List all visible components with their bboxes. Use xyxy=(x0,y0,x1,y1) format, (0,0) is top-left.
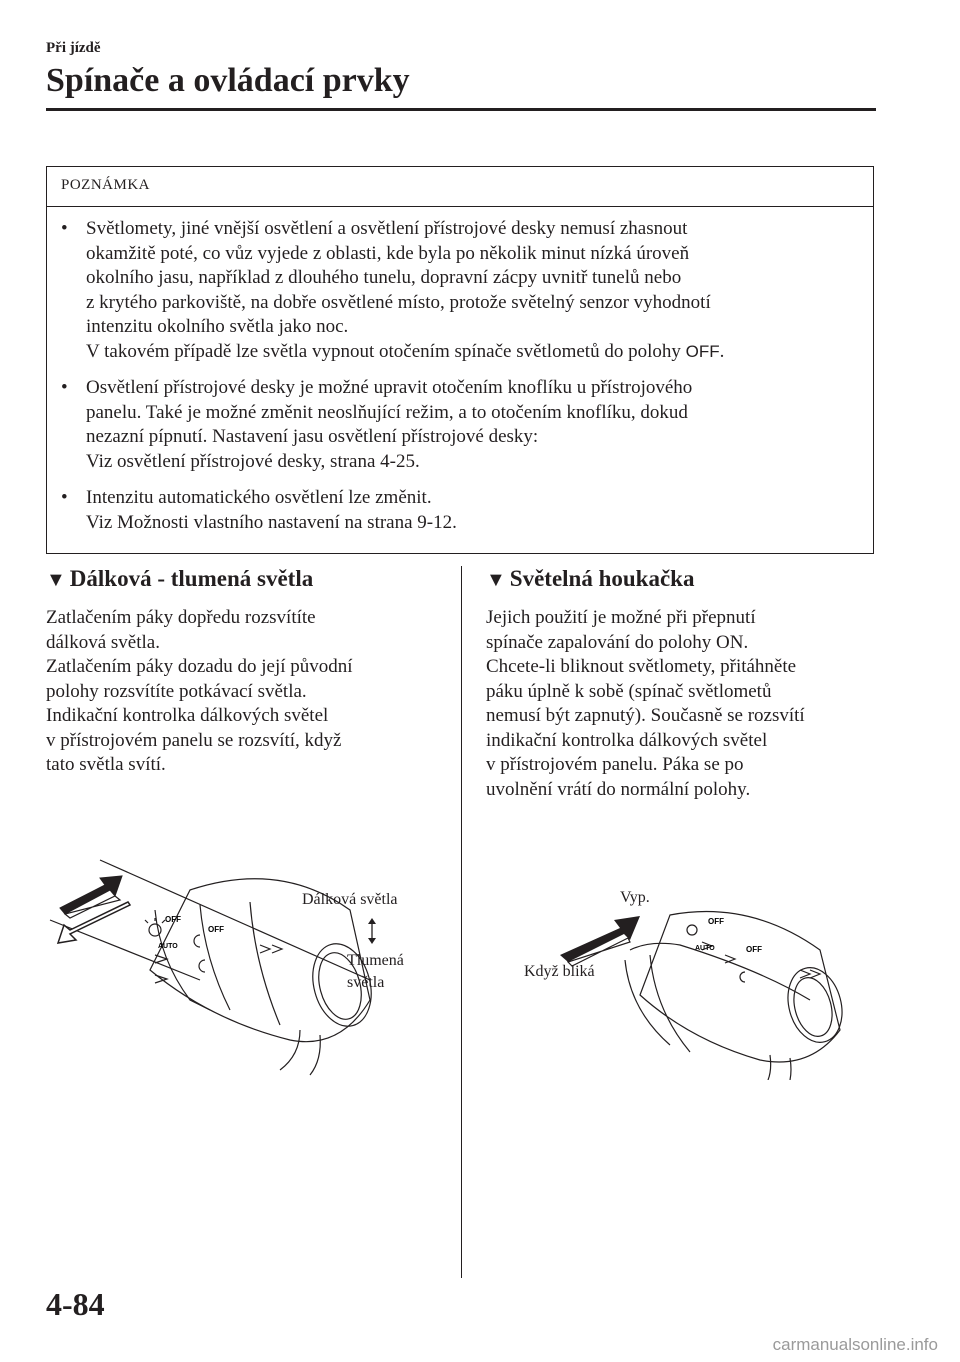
text-line: nemusí být zapnutý). Současně se rozsvítí xyxy=(486,705,805,726)
note-line-text: V takovém případě lze světla vypnout otočením spínače světlometů do polohy xyxy=(86,340,686,362)
column-divider xyxy=(461,566,462,1278)
watermark: carmanualsonline.info xyxy=(772,1335,938,1354)
bullet-icon: • xyxy=(61,487,68,508)
note-line: Světlomety, jiné vnější osvětlení a osvětlení přístrojové desky nemusí zhasnout xyxy=(86,218,688,239)
high-beam-label: Dálková světla xyxy=(302,891,398,908)
headlight-flasher-section xyxy=(486,566,881,802)
section-text xyxy=(486,606,881,802)
note-line: z krytého parkoviště, na dobře osvětlené místo, protože světelný senzor vyhodnotí xyxy=(86,291,711,313)
text-line: v přístrojovém panelu se rozsvítí, když xyxy=(46,729,342,751)
text-line: indikační kontrolka dálkových světel xyxy=(486,729,768,751)
note-box xyxy=(46,166,874,554)
note-line: okolního jasu, například z dlouhého tunelu, dopravní zácpy uvnitř tunelů nebo xyxy=(86,267,682,288)
section-heading-text: Dálková - tlumená světla xyxy=(69,566,314,591)
text-line: Indikační kontrolka dálkových světel xyxy=(46,705,329,726)
note-line: intenzitu okolního světla jako noc. xyxy=(86,316,349,337)
off-position-label: Vyp. xyxy=(620,889,650,906)
auto-label: AUTO xyxy=(695,945,715,952)
section-label: Při jízdě xyxy=(46,40,101,56)
text-line: Chcete-li bliknout světlomety, přitáhněte xyxy=(486,656,797,677)
section-heading-text: Světelná houkačka xyxy=(509,566,695,591)
text-line: v přístrojovém panelu. Páka se po xyxy=(486,754,744,775)
off-label-2: OFF xyxy=(746,945,762,954)
section-text xyxy=(46,606,441,778)
text-line: dálková světla. xyxy=(46,631,160,653)
note-line-end: . xyxy=(719,340,725,362)
off-position-label: OFF xyxy=(685,341,720,361)
page-number: 4-84 xyxy=(46,1286,105,1322)
text-line: uvolnění vrátí do normální polohy. xyxy=(486,778,751,800)
page-title: Spínače a ovládací prvky xyxy=(46,62,410,99)
flash-position-label: Když bliká xyxy=(524,963,595,980)
bullet-icon: • xyxy=(61,218,68,239)
note-list xyxy=(47,207,873,535)
headlight-flasher-illustration xyxy=(520,880,880,1080)
triangle-marker-icon: ▼ xyxy=(46,569,66,591)
text-line: tato světla svítí. xyxy=(46,754,166,775)
note-heading: POZNÁMKA xyxy=(47,167,873,207)
text-line: páku úplně k sobě (spínač světlometů xyxy=(486,680,772,702)
section-heading xyxy=(486,566,881,592)
text-line: Zatlačením páky dozadu do její původní xyxy=(46,656,353,677)
text-line: spínače zapalování do polohy ON. xyxy=(486,631,749,653)
note-line: Osvětlení přístrojové desky je možné upravit otočením knoflíku u přístrojového xyxy=(86,377,693,398)
note-line: okamžitě poté, co vůz vyjede z oblasti, kde byla po několik minut nízká úroveň xyxy=(86,242,690,264)
text-line: polohy rozsvítíte potkávací světla. xyxy=(46,680,307,702)
triangle-marker-icon: ▼ xyxy=(486,569,506,591)
low-beam-label-1: Tlumená xyxy=(347,952,404,969)
up-down-arrow-icon xyxy=(367,918,377,944)
note-item xyxy=(61,376,853,474)
title-rule xyxy=(46,108,876,111)
text-line: Zatlačením páky dopředu rozsvítíte xyxy=(46,607,316,628)
note-line: panelu. Také je možné změnit neoslňující režim, a to otočením knoflíku, dokud xyxy=(86,401,688,423)
note-line: Viz osvětlení přístrojové desky, strana 4-25. xyxy=(86,450,420,472)
off-label-1: OFF xyxy=(165,915,181,924)
note-item xyxy=(61,486,853,535)
section-heading xyxy=(46,566,441,592)
off-label-1: OFF xyxy=(708,917,724,926)
note-line xyxy=(86,340,853,365)
high-low-beam-section xyxy=(46,566,441,778)
off-label-2: OFF xyxy=(208,925,224,934)
note-line: Intenzitu automatického osvětlení lze změnit. xyxy=(86,487,432,508)
note-line: Viz Možnosti vlastního nastavení na strana 9-12. xyxy=(86,511,457,533)
text-line: Jejich použití je možné při přepnutí xyxy=(486,607,756,628)
bullet-icon: • xyxy=(61,377,68,398)
note-item xyxy=(61,217,853,364)
note-line: nezazní pípnutí. Nastavení jasu osvětlení přístrojové desky: xyxy=(86,426,539,447)
auto-label: AUTO xyxy=(158,943,178,950)
high-low-beam-illustration xyxy=(40,850,440,1080)
low-beam-label-2: světla xyxy=(347,974,385,991)
